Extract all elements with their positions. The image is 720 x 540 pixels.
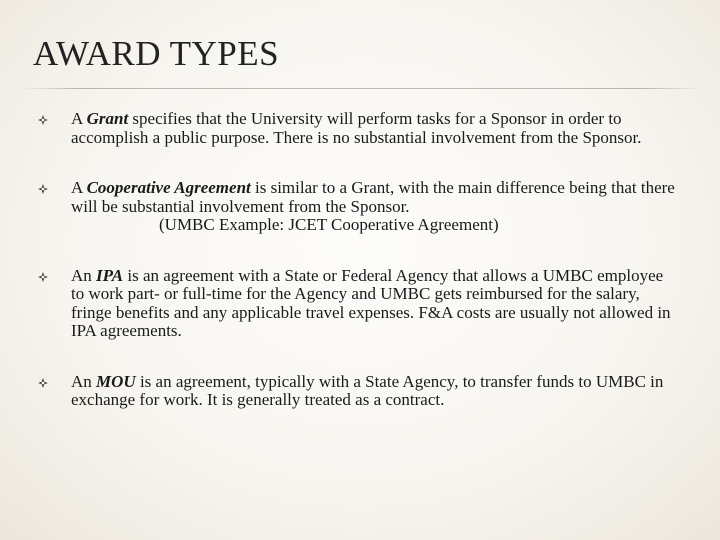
- term-cooperative-agreement: Cooperative Agreement: [86, 178, 251, 197]
- diamond-bullet-icon: [38, 378, 48, 388]
- term-ipa: IPA: [96, 265, 124, 285]
- item-lead: A: [71, 178, 87, 197]
- item-description: is an agreement, typically with a State Agency, to transfer funds to UMBC in exchange for work. It is generally treated as a contract.: [71, 371, 664, 409]
- list-item-grant: [38, 110, 678, 147]
- item-description: is an agreement with a State or Federal Agency that allows a UMBC employee to work part- or full-time for the Agency and UMBC gets reimbursed for the salary, fringe benefits and any applicable travel expenses. F&A costs are usually not allowed in IPA agreements.: [71, 265, 671, 340]
- bullet-list: [38, 110, 678, 442]
- example-note: (UMBC Example: JCET Cooperative Agreement): [159, 215, 499, 234]
- list-item-mou: [38, 373, 678, 410]
- diamond-bullet-icon: [38, 115, 48, 125]
- item-description: is similar to a Grant, with the main difference being that there will be substantial involvement from the Sponsor.: [71, 178, 675, 216]
- page-title: AWARD TYPES: [33, 34, 280, 73]
- title-divider: [22, 88, 700, 89]
- list-item-text: [71, 179, 678, 235]
- list-item-cooperative-agreement: [38, 179, 678, 235]
- term-mou: MOU: [96, 371, 136, 391]
- term-grant: Grant: [86, 109, 129, 128]
- item-lead: An: [71, 265, 97, 285]
- list-item-ipa: [38, 267, 678, 341]
- item-lead: A: [71, 109, 87, 128]
- diamond-bullet-icon: [38, 272, 48, 282]
- list-item-text: [71, 373, 678, 410]
- diamond-bullet-icon: [38, 184, 48, 194]
- list-item-text: [71, 110, 678, 147]
- item-lead: An: [71, 371, 97, 391]
- list-item-text: [71, 267, 678, 341]
- item-description: specifies that the University will perform tasks for a Sponsor in order to accomplish a public purpose. There is no substantial involvement from the Sponsor.: [71, 109, 642, 147]
